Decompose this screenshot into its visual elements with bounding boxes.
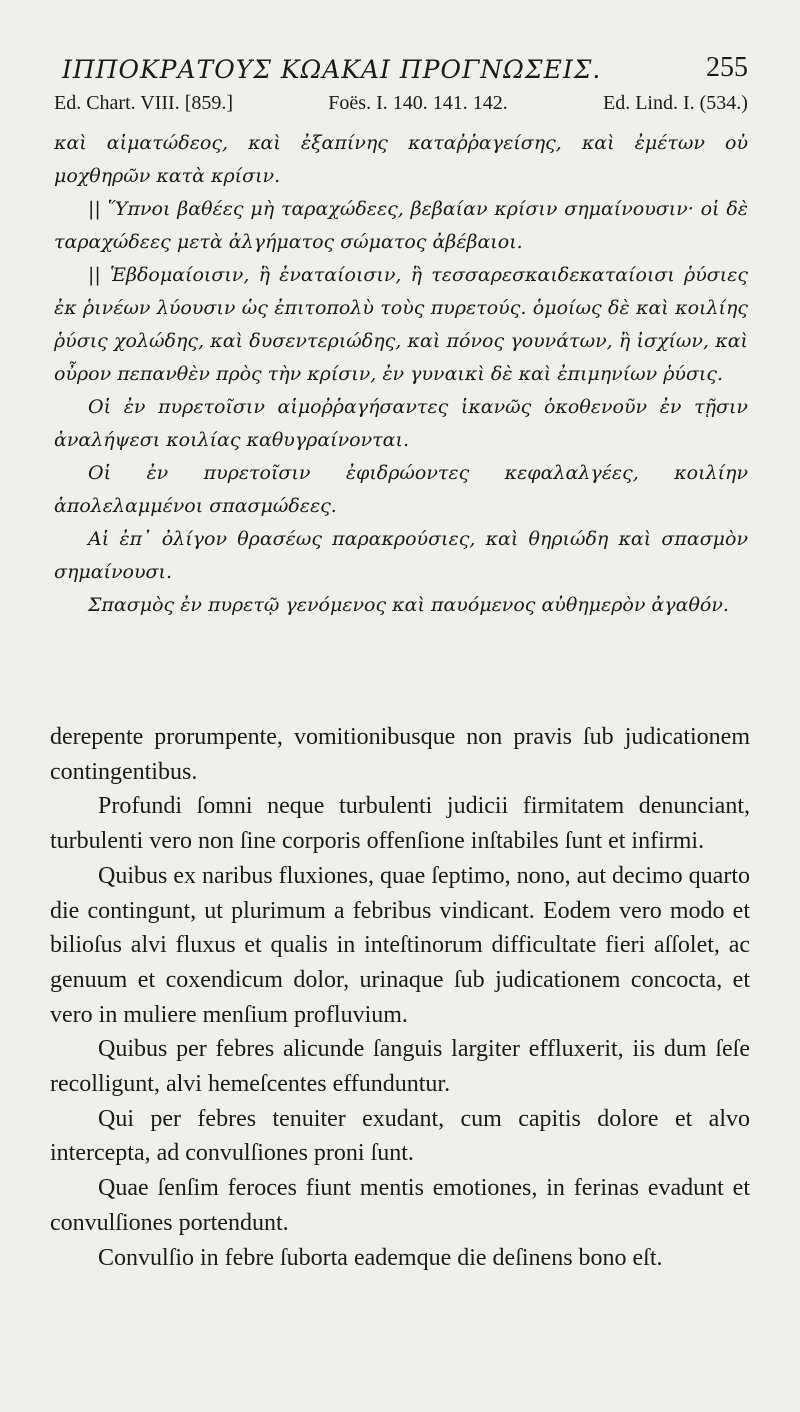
greek-paragraph: καὶ αἱματώδεος, καὶ ἐξαπίνης καταῤῥαγείσης, καὶ ἐμέτων οὐ μοχθηρῶν κατὰ κρίσιν. [54,132,748,187]
greek-paragraph: || Ἑβδομαίοισιν, ἢ ἐναταίοισιν, ἢ τεσσαρεσκαιδεκαταίοισι ῥύσιες ἐκ ῥινέων λύουσιν ὡς ἐπιτοπολὺ τοὺς πυρετούς. ὁμοίως δὲ καὶ κοιλίης ῥύσις χολώδης, καὶ δυσεντεριώδης, καὶ πόνος γουνάτων, ἢ ἰσχίων, καὶ οὖρον πεπανθὲν πρὸς τὴν κρίσιν, ἐν γυναικὶ δὲ καὶ ἐπιμηνίων ῥύσις. [54,264,748,385]
latin-paragraph: derepente prorumpente, vomitionibusque non pravis ſub judicationem contingentibus. [50,724,750,785]
running-title: ΙΠΠΟΚΡΑΤΟΥΣ ΚΩΑΚΑΙ ΠΡΟΓΝΩΣΕΙΣ. [62,55,602,84]
latin-paragraph: Profundi ſomni neque turbulenti judicii firmitatem denunciant, turbulenti vero non ſine corporis offenſione inſtabiles ſunt et infirmi. [50,793,750,855]
edition-references [54,92,748,115]
greek-paragraph: Οἱ ἐν πυρετοῖσιν ἐφιδρώοντες κεφαλαλγέες, κοιλίην ἀπολελαμμένοι σπασμώδεες. [54,462,748,517]
greek-paragraph: || Ὕπνοι βαθέες μὴ ταραχώδεες, βεβαίαν κρίσιν σημαίνουσιν· οἱ δὲ ταραχώδεες μετὰ ἀλγήματος σώματος ἀβέβαιοι. [54,198,748,253]
page-number: 255 [706,52,748,83]
latin-paragraph: Quibus ex naribus fluxiones, quae ſeptimo, nono, aut decimo quarto die contingunt, ut plurimum a febribus vindicant. Eodem vero modo et bilioſus alvi fluxus et qualis in inteſtinorum difficultate fieri aſſolet, ac genuum et coxendicum dolor, urinaque ſub judicationem concocta, et vero in muliere menſium profluvium. [50,862,750,1028]
latin-paragraph: Convulſio in febre ſuborta eademque die deſinens bono eſt. [98,1244,663,1271]
running-head [52,44,748,84]
lind-reference: Ed. Lind. I. (534.) [603,92,748,114]
greek-paragraph: Αἱ ἐπ᾽ ὀλίγον θρασέως παρακρούσιες, καὶ θηριώδη καὶ σπασμὸν σημαίνουσι. [54,528,748,583]
chartier-reference: Ed. Chart. VIII. [859.] [54,92,234,114]
latin-paragraph: Qui per febres tenuiter exudant, cum capitis dolore et alvo intercepta, ad convulſiones proni ſunt. [50,1105,750,1167]
latin-paragraph: Quae ſenſim feroces fiunt mentis emotiones, in ferinas evadunt et convulſiones portendunt. [50,1175,750,1236]
greek-paragraph: Σπασμὸς ἐν πυρετῷ γενόμενος καὶ παυόμενος αὐθημερὸν ἀγαθόν. [88,594,729,616]
latin-paragraph: Quibus per febres alicunde ſanguis largiter effluxerit, iis dum ſeſe recolligunt, alvi hemeſcentes effunduntur. [50,1036,750,1098]
greek-text-block [54,127,748,622]
greek-paragraph: Οἱ ἐν πυρετοῖσιν αἱμοῤῥαγήσαντες ἱκανῶς ὁκοθενοῦν ἐν τῇσιν ἀναλήψεσι κοιλίας καθυγραίνονται. [54,396,748,451]
foes-reference: Foës. I. 140. 141. 142. [328,92,508,114]
latin-text-block [50,720,750,1275]
